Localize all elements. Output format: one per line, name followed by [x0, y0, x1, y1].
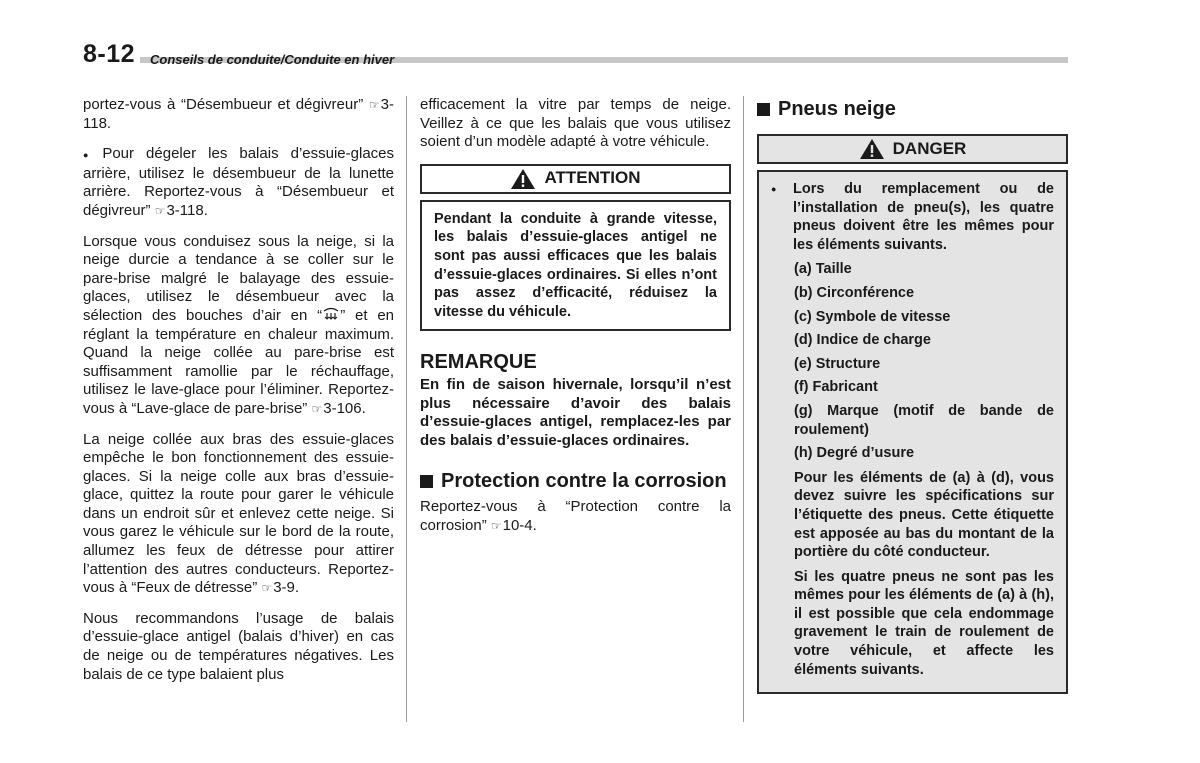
reference-icon: ☞ — [368, 98, 380, 112]
danger-paragraph-consequence: Si les quatre pneus ne sont pas les mêmes pour les éléments de (a) à (h), il est possible que cela endommage gravement le train de roulement de votre véhicule, et affecte les éléments suivants. — [794, 568, 1054, 678]
column-divider-1 — [406, 96, 407, 722]
paragraph-snow-windshield: Lorsque vous conduisez sous la neige, si la neige durcie a tendance à se coller sur le pare-brise malgré le balayage des essuie-glaces, utilisez le désembueur avec la sélection des bouches d’air en “ ” et en réglant la température en chaleur maximum. Quand la neige collée au pare-brise est suffisamment ramollie par le réchauffage, utilisez le lave-glace pour l’éliminer. Reportez-vous à “Lave-glace de pare-brise” ☞3-106. — [83, 232, 394, 417]
bullet-icon: ● — [771, 184, 777, 194]
column-left — [83, 96, 394, 696]
danger-item-list — [771, 260, 1054, 679]
section-square-icon — [420, 475, 433, 488]
attention-header — [420, 164, 731, 194]
corrosion-heading — [420, 470, 731, 492]
corrosion-title: Protection contre la corrosion — [441, 470, 727, 493]
warning-triangle-icon — [510, 168, 536, 190]
reference-icon: ☞ — [154, 203, 166, 218]
danger-intro: Lors du remplacement ou de l’installation de pneu(s), les quatre pneus doivent être les mêmes pour les éléments suivants. — [793, 181, 1054, 253]
section-title: Conseils de conduite/Conduite en hiver — [150, 52, 395, 67]
page-number: 8-12 — [83, 40, 136, 68]
list-item: (e) Structure — [794, 355, 881, 372]
danger-body — [757, 170, 1068, 694]
column-middle — [420, 96, 731, 548]
warning-triangle-icon — [859, 138, 885, 160]
list-item: (f) Fabricant — [794, 379, 878, 396]
list-item: (b) Circonférence — [794, 284, 915, 301]
snow-tires-heading — [757, 98, 1068, 120]
danger-bullet-item — [771, 180, 1054, 254]
danger-label: DANGER — [892, 138, 967, 158]
attention-body: Pendant la conduite à grande vitesse, les balais d’essuie-glaces antigel ne sont pas aussi efficaces que les balais d’essuie-glaces ordinaires. Si elles n’ont pas assez d’efficacité, réduisez la vitesse du véhicule. — [420, 200, 731, 332]
column-right — [757, 96, 1068, 694]
reference-icon: ☞ — [261, 581, 273, 596]
paragraph-wiper-arms: La neige collée aux bras des essuie-glaces empêche le bon fonctionnement des essuie-glaces. Si la neige colle aux bras d’essuie-glace, quittez la route pour garer le véhicule dans un endroit sûr et enlevez cette neige. Si vous garez le véhicule sur le bord de la route, allumez les feux de détresse pour attirer l’attention des autres conducteurs. Reportez-vous à “Feux de détresse” ☞3-9. — [83, 430, 394, 597]
paragraph-blades-continued: efficacement la vitre par temps de neige. Veillez à ce que les balais que vous utilisez soient d’un modèle adapté à votre véhicule. — [420, 96, 731, 151]
attention-label: ATTENTION — [544, 168, 641, 188]
section-square-icon — [757, 103, 770, 116]
list-item: (g) Marque (motif de bande de roulement) — [794, 402, 1054, 438]
paragraph-winter-blades: Nous recommandons l’usage de balais d’essuie-glace antigel (balais d’hiver) en cas de neige ou de températures négatives. Les balais de ce type balaient plus — [83, 609, 394, 683]
paragraph-rear-wiper: ● Pour dégeler les balais d’essuie-glaces arrière, utilisez le désembueur de la lunette arrière. Reportez-vous à “Désembueur et dégivreur” ☞3-118. — [83, 145, 395, 219]
reference-icon: ☞ — [311, 401, 323, 416]
snow-tires-title: Pneus neige — [778, 98, 896, 120]
danger-paragraph-specs: Pour les éléments de (a) à (d), vous devez suivre les spécifications sur l’étiquette des pneus. Cette étiquette est apposée au bas du montant de la portière du côté conducteur. — [794, 469, 1054, 561]
bullet-icon: ● — [83, 150, 97, 161]
list-item: (d) Indice de charge — [794, 332, 931, 349]
defroster-mode-icon — [322, 307, 340, 321]
list-item: (h) Degré d’usure — [794, 445, 915, 462]
remarque-text: En fin de saison hivernale, lorsqu’il n’est plus nécessaire d’avoir des balais d’essuie-glaces antigel, remplacez-les par des balais d’essuie-glaces ordinaires. — [420, 375, 731, 449]
column-divider-2 — [743, 96, 744, 722]
reference-icon: ☞ — [490, 518, 502, 533]
list-item: (c) Symbole de vitesse — [794, 308, 951, 325]
danger-header — [757, 134, 1068, 164]
paragraph-defroster-ref: portez-vous à “Désembueur et dégivreur” ☞3-118. — [83, 96, 394, 132]
list-item: (a) Taille — [794, 261, 852, 278]
remarque-title: REMARQUE — [420, 351, 537, 374]
paragraph-corrosion-ref: Reportez-vous à “Protection contre la corrosion” ☞10-4. — [420, 498, 731, 534]
